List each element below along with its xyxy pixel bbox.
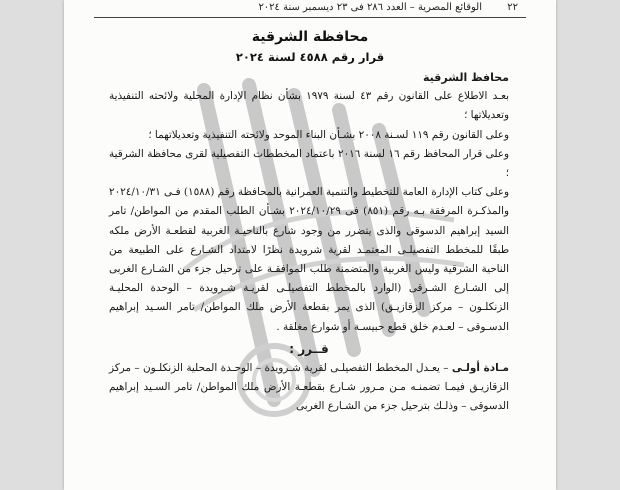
paragraph-preamble-4: وعلى كتاب الإدارة العامة للتخطيط والتنمية العمرانية بالمحافظة رقم (١٥٨٨) فـى ٢٠٢٤/١٠/٣١ والمذكـرة المرفقة بـه رقم (٨٥١) فى ٢٠٢٤/١٠/٢٩ بشـأن الطلب المقدم من المواطن/ تامر السيد إبراهيم الدسوقى والذى يتضرر من وجود شارع بالناحيـة الغربية لقطعـة الأرض ملكه طبقًا للمخطط التفصيلـى المعتمـد لقرية شرويدة نظرًا لامتداد الشـارع على الطبيعة من الناحية الشرقية وليس الغربية والمتضمنة طلب الموافقـة على ترحيل جزء من الشـارع الغربى إلى الشـارع الشـرقى (الوارد بالمخطط التفصيلـى لقريـة شـرويدة – الوحدة المحليـة الزنكلـون – مركز الزقازيـق) الذى يمر بقطعة الأرض ملك المواطن/ تامر السـيد إبراهيم الدسـوقى – لعـدم خلق قطع حبيسـة أو شوارع مغلقة . (109, 186, 509, 333)
article-text: – يعـدل المخطط التفصيلـى لقرية شـرويدة – الوحـدة المحلية الزنكلـون – مركز الزقازيـق فيمـا تضمنـه مـن مـرور شـارع بقطعـة الأرض ملك المواطن/ تامر السـيد إبراهيم الدسوقى – وذلـك بترحيل جزء من الشـارع الغربى (109, 362, 509, 413)
header-divider (94, 17, 526, 18)
decides-heading: قــرر : (289, 341, 329, 356)
paragraph-preamble-2: وعلى القانون رقم ١١٩ لسـنة ٢٠٠٨ بشـأن البناء الموحد ولائحته التنفيذية وتعديلاتهما ؛ (148, 128, 509, 141)
governorate-title: محافظة الشرقية (251, 29, 369, 45)
article-one (109, 359, 509, 417)
paragraph-preamble-1: بعـد الاطلاع على القانون رقم ٤٣ لسنة ١٩٧٩ بشأن نظام الإدارة المحلية ولائحته التنفيذية وتعديلاتها ؛ (109, 90, 510, 122)
publication-info: الوقائع المصرية – العدد ٢٨٦ فى ٢٣ ديسمبر سنة ٢٠٢٤ (258, 2, 482, 13)
paragraph-preamble-3: وعلى قرار المحافظ رقم ١٦ لسنة ٢٠١٦ باعتماد المخططات التفصيلية لقرى محافظة الشرقية ؛ (109, 147, 509, 180)
decree-title: قرار رقم ٤٥٨٨ لسنة ٢٠٢٤ (235, 50, 385, 64)
page-number: ٢٢ (507, 2, 518, 13)
page-header (64, 2, 556, 16)
decree-body (109, 68, 509, 417)
document-page (64, 0, 556, 490)
issuer-heading: محافظ الشرقية (423, 71, 509, 84)
article-label: مـادة أولـى (451, 362, 509, 375)
